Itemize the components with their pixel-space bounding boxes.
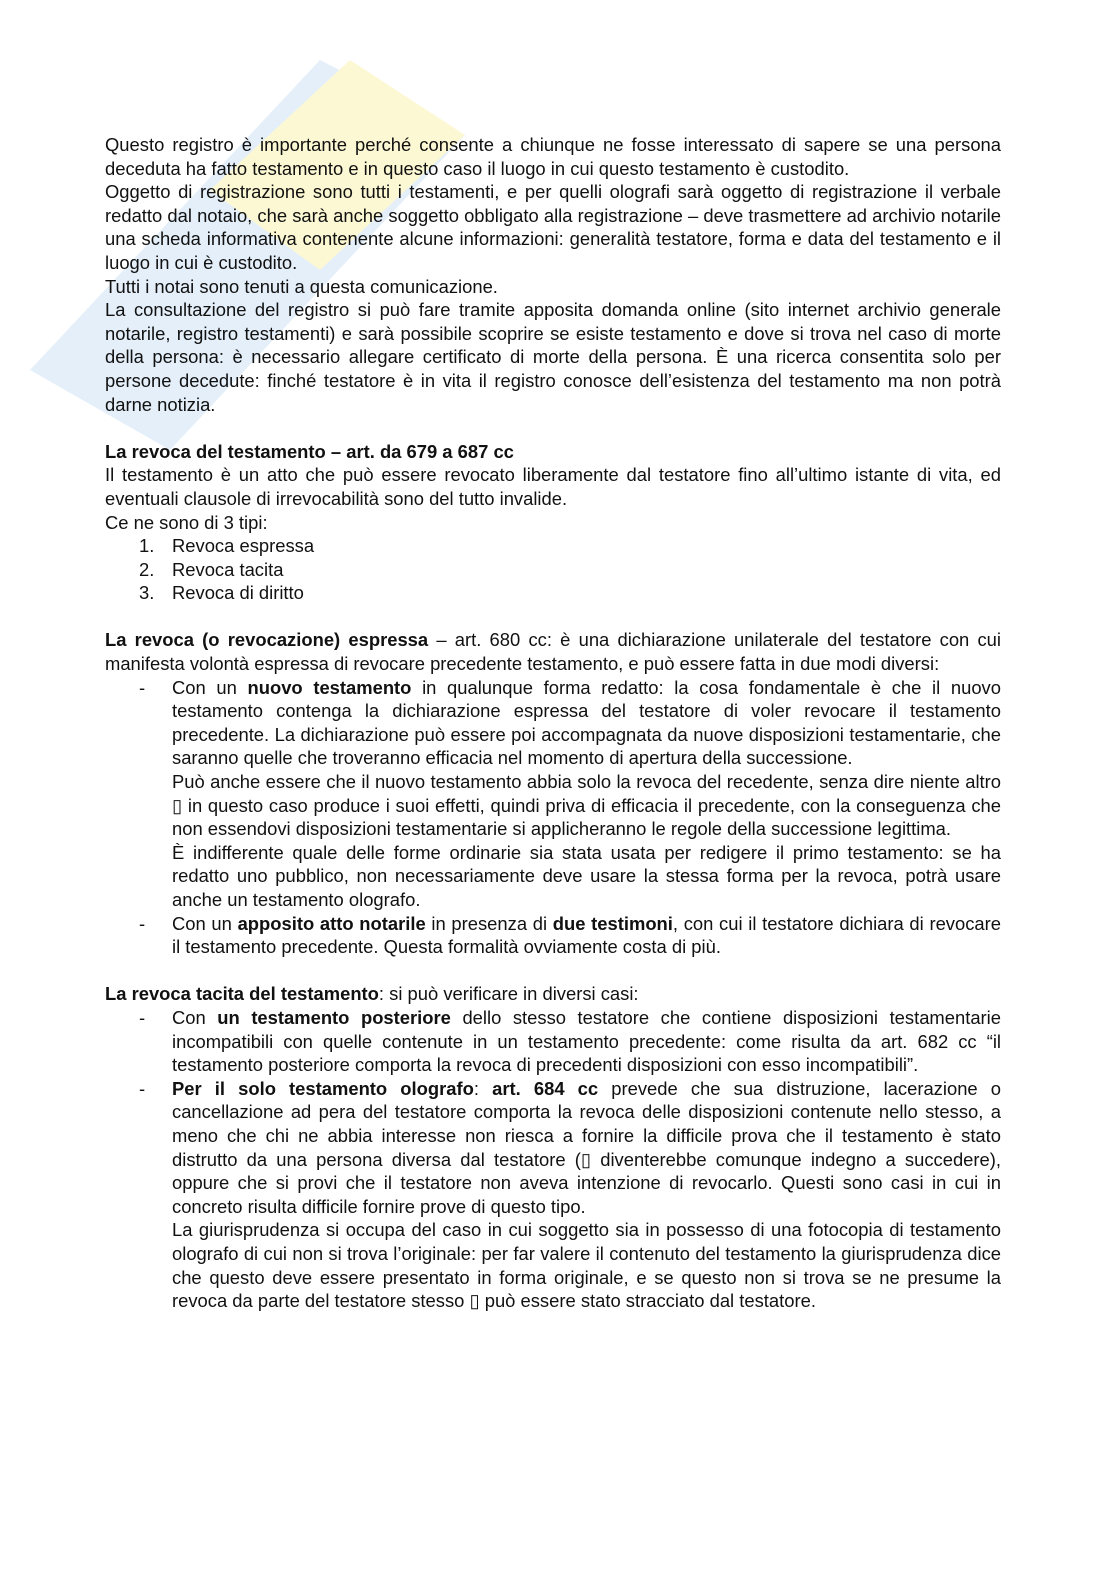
text-run: :: [473, 1077, 493, 1099]
text-run: – art. 680 cc: è una dichiarazione unilaterale del testatore con cui manifesta volontà espressa di revocare precedente testamento, e può essere fatta in due modi diversi:: [105, 629, 1001, 675]
text-run: prevede che sua distruzione, lacerazione o cancellazione ad pera del testatore comporta la revoca delle disposizioni contenute nello stesso, a meno che chi ne abbia interesse non riesca a fornire la difficile prova che il testamento è stato distrutto da una persona diversa dal testatore (▯ diventerebbe comunque indegno a succedere), oppure che si provi che il testatore non aveva intenzione di revocarlo. Questi sono casi in cui in concreto risulta difficile fornire prove di questo tipo.: [172, 1077, 1002, 1217]
text-run: dello stesso testatore che contiene disposizioni testamentarie incompatibili con quelle contenute in un testamento precedente: come risulta da art. 682 cc “il testamento posteriore comporta la revoca di precedenti disposizioni con esso incompatibili”.: [172, 1006, 1001, 1076]
paragraph: Oggetto di registrazione sono tutti i testamenti, e per quelli olografi sarà oggetto di registrazione il verbale redatto dal notaio, che sarà anche soggetto obbligato alla registrazione – deve trasmettere ad archivio notarile una scheda informativa contenente alcune informazioni: generalità testatore, forma e data del testamento e il luogo in cui è custodito.: [105, 181, 1001, 273]
list-number: 2.: [139, 558, 155, 580]
list-item: [105, 534, 1001, 558]
section-heading: La revoca tacita del testamento: [105, 983, 379, 1005]
dash-marker: -: [139, 912, 146, 934]
list-item: [105, 1077, 1001, 1313]
list-label: Revoca tacita: [172, 558, 284, 580]
list-number: 3.: [139, 582, 155, 604]
bold-run: apposito atto notarile: [237, 912, 426, 934]
list-item: [105, 676, 1001, 912]
bold-run: un testamento posteriore: [217, 1006, 451, 1028]
paragraph: Ce ne sono di 3 tipi:: [105, 511, 268, 533]
bold-run: art. 684 cc: [492, 1077, 599, 1099]
paragraph: Tutti i notai sono tenuti a questa comunicazione.: [105, 275, 498, 297]
text-run: Con un: [172, 912, 238, 934]
paragraph: [105, 628, 1001, 675]
paragraph: Può anche essere che il nuovo testamento abbia solo la revoca del recedente, senza dire niente altro ▯ in questo caso produce i suoi effetti, quindi priva di efficacia il precedente, con la conseguenza che non essendovi disposizioni testamentarie si applicheranno le regole della successione legittima.: [172, 771, 1001, 840]
paragraph: La consultazione del registro si può fare tramite apposita domanda online (sito internet archivio generale notarile, registro testamenti) e sarà possibile scoprire se esiste testamento e dove si trova nel caso di morte della persona: è necessario allegare certificato di morte della persona. È una ricerca consentita solo per persone decedute: finché testatore è in vita il registro conosce dell’esistenza del testamento ma non potrà darne notizia.: [105, 299, 1001, 415]
list-label: Revoca espressa: [172, 535, 315, 557]
dash-marker: -: [139, 676, 146, 698]
paragraph: [105, 982, 1001, 1006]
text-run: in qualunque forma redatto: la cosa fondamentale è che il nuovo testamento contenga la dichiarazione espressa del testatore di voler revocare il testamento precedente. La dichiarazione può essere poi accompagnata da nuove disposizioni testamentarie, che saranno quelle che troveranno efficacia nel momento di apertura della successione.: [172, 676, 1001, 769]
bold-run: Per il solo testamento olografo: [172, 1077, 474, 1099]
list-item: [105, 912, 1001, 959]
dash-marker: -: [139, 1006, 146, 1028]
text-run: : si può verificare in diversi casi:: [378, 983, 639, 1005]
numbered-list: [105, 534, 1001, 605]
text-run: Con un: [172, 676, 248, 698]
list-item: [105, 1006, 1001, 1077]
list-number: 1.: [139, 535, 155, 557]
paragraph: È indifferente quale delle forme ordinarie sia stata usata per redigere il primo testamento: se ha redatto uno pubblico, non necessariamente deve usare la stessa forma per la revoca, potrà usare anche un testamento olografo.: [172, 841, 1001, 910]
paragraph: La giurisprudenza si occupa del caso in cui soggetto sia in possesso di una fotocopia di testamento olografo di cui non si trova l’originale: per far valere il contenuto del testamento la giurisprudenza dice che questo deve essere presentato in forma originale, e se questo non si trova se ne presume la revoca da parte del testatore stesso ▯ può essere stato stracciato dal testatore.: [172, 1219, 1001, 1312]
section-heading: La revoca del testamento – art. da 679 a 687 cc: [105, 440, 514, 462]
bold-run: due testimoni: [552, 912, 673, 934]
paragraph: Questo registro è importante perché consente a chiunque ne fosse interessato di sapere se una persona deceduta ha fatto testamento e in questo caso il luogo in cui questo testamento è custodito.: [105, 134, 1001, 179]
text-run: Con: [172, 1006, 218, 1028]
text-run: , con cui il testatore dichiara di revocare il testamento precedente. Questa formalità ovviamente costa di più.: [172, 912, 1001, 958]
dash-marker: -: [139, 1077, 146, 1099]
list-item: [105, 558, 1001, 582]
list-label: Revoca di diritto: [172, 582, 304, 604]
list-item: [105, 581, 1001, 605]
section-heading: La revoca (o revocazione) espressa: [105, 629, 429, 651]
document-page: [105, 133, 1001, 1313]
bold-run: nuovo testamento: [247, 676, 412, 698]
paragraph: Il testamento è un atto che può essere revocato liberamente dal testatore fino all’ultimo istante di vita, ed eventuali clausole di irrevocabilità sono del tutto invalide.: [105, 464, 1001, 509]
text-run: in presenza di: [425, 912, 553, 934]
